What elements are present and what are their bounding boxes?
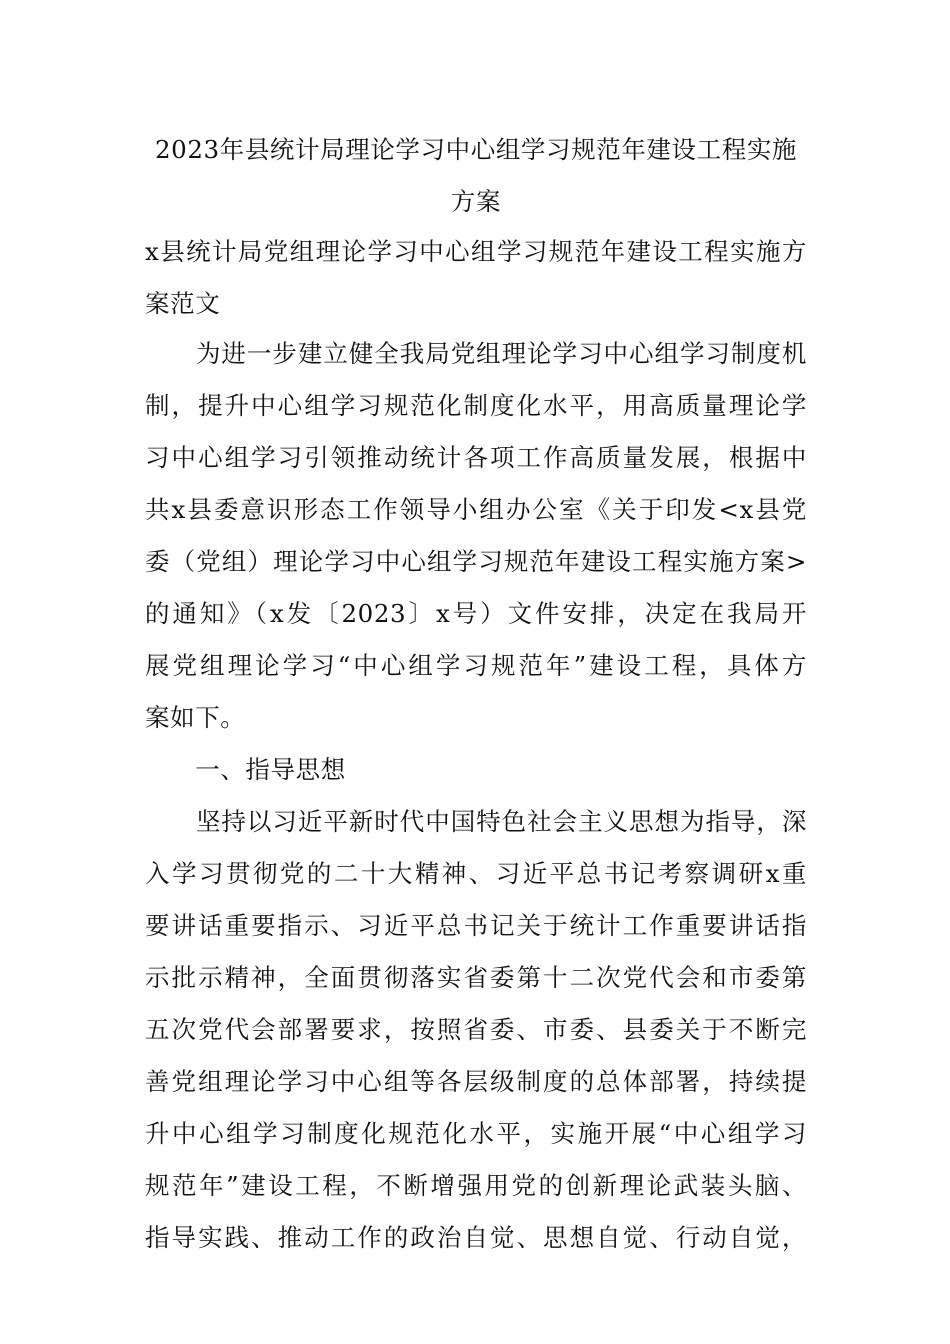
intro-paragraph-line: 案如下。 bbox=[145, 703, 246, 732]
intro-paragraph-line: 习中心组学习引领推动统计各项工作高质量发展，根据中 bbox=[145, 443, 807, 472]
intro-paragraph-line: 的通知》（x发〔2023〕x号）文件安排，决定在我局开 bbox=[145, 599, 807, 628]
section-1-paragraph-line: 五次党代会部署要求，按照省委、市委、县委关于不断完 bbox=[145, 1015, 807, 1044]
section-1-paragraph-line: 示批示精神，全面贯彻落实省委第十二次党代会和市委第 bbox=[145, 963, 807, 992]
section-heading-guiding-ideology: 一、指导思想 bbox=[145, 755, 346, 784]
document-title-line-2: 方案 bbox=[450, 187, 502, 216]
section-1-paragraph-line: 要讲话重要指示、习近平总书记关于统计工作重要讲话指 bbox=[145, 911, 807, 940]
section-1-paragraph-line: 指导实践、推动工作的政治自觉、思想自觉、行动自觉， bbox=[145, 1223, 807, 1252]
document-subtitle-line-2: 案范文 bbox=[145, 289, 221, 318]
document-subtitle-line-1: x县统计局党组理论学习中心组学习规范年建设工程实施方 bbox=[145, 237, 807, 266]
section-1-paragraph-line: 入学习贯彻党的二十大精神、习近平总书记考察调研x重 bbox=[145, 859, 807, 888]
section-1-paragraph-line: 坚持以习近平新时代中国特色社会主义思想为指导，深 bbox=[145, 807, 807, 836]
section-1-paragraph-line: 升中心组学习制度化规范化水平，实施开展“中心组学习 bbox=[145, 1119, 807, 1148]
intro-paragraph-line: 制，提升中心组学习规范化制度化水平，用高质量理论学 bbox=[145, 391, 807, 420]
intro-paragraph-line: 为进一步建立健全我局党组理论学习中心组学习制度机 bbox=[145, 339, 807, 368]
document-title-line-1: 2023年县统计局理论学习中心组学习规范年建设工程实施 bbox=[154, 135, 798, 164]
intro-paragraph-line: 共x县委意识形态工作领导小组办公室《关于印发<x县党 bbox=[145, 495, 807, 524]
intro-paragraph-line: 委（党组）理论学习中心组学习规范年建设工程实施方案> bbox=[145, 547, 807, 576]
section-1-paragraph-line: 规范年”建设工程，不断增强用党的创新理论武装头脑、 bbox=[145, 1171, 807, 1200]
section-1-paragraph-line: 善党组理论学习中心组等各层级制度的总体部署，持续提 bbox=[145, 1067, 807, 1096]
intro-paragraph-line: 展党组理论学习“中心组学习规范年”建设工程，具体方 bbox=[145, 651, 807, 680]
